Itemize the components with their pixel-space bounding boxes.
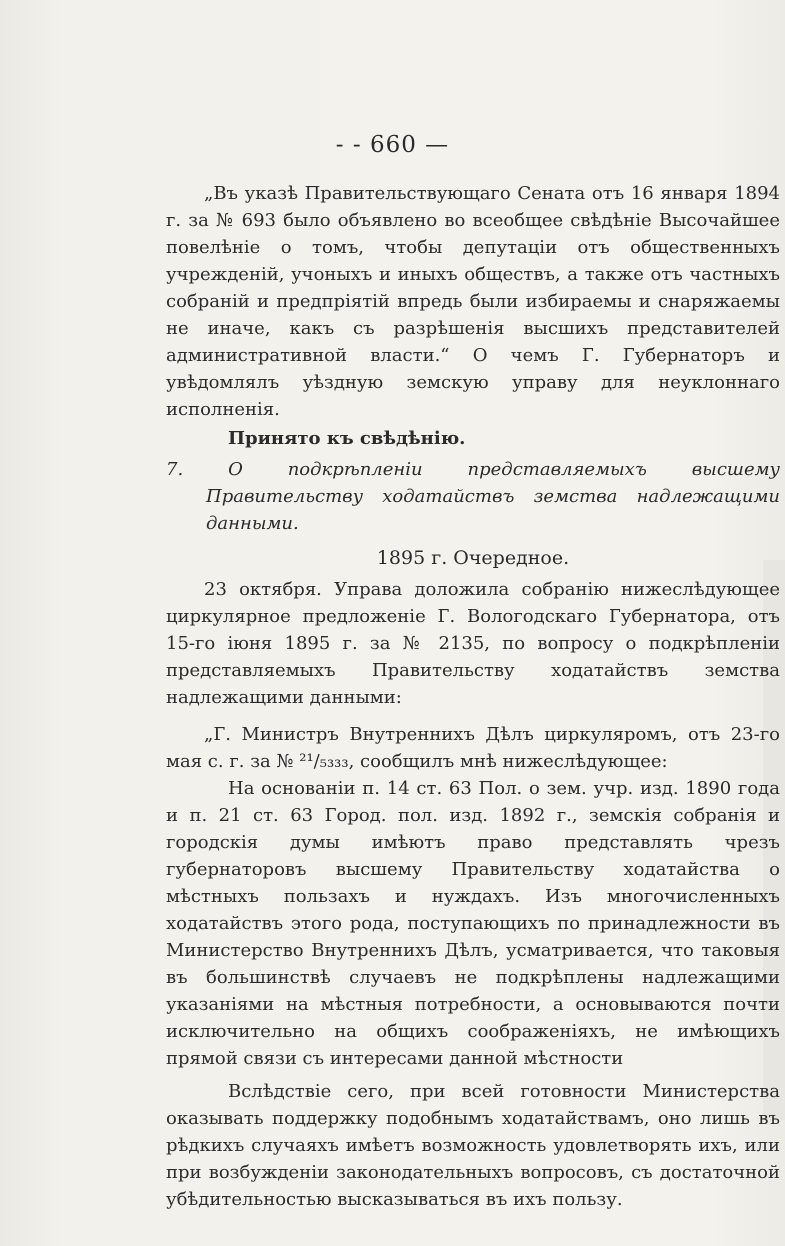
basis-paragraph: На основаніи п. 14 ст. 63 Пол. о зем. учр. изд. 1890 года и п. 21 ст. 63 Город. пол. изд. 1892 г., земскія собранія и городскія думы имѣютъ право представлять чрезъ губернаторовъ высшему Правительству ходатайства о мѣстныхъ пользахъ и нуждахъ. Изъ многочисленныхъ ходатайствъ этого рода, поступающихъ по принадлежности въ Министерство Внутреннихъ Дѣлъ, усматривается, что таковыя въ большинствѣ случаевъ не подкрѣплены надлежащими указаніями на мѣстныя потребности, а основываются почти исключительно на общихъ соображеніяхъ, не имѣющихъ прямой связи съ интересами данной мѣстности (166, 778, 780, 1069)
report-paragraph: 23 октября. Управа доложила собранію нижеслѣдующее циркулярное предложеніе Г. Вологодскаго Губернатора, отъ 15-го іюня 1895 г. за № 2135, по вопросу о подкрѣпленіи представляемыхъ Правительству ходатайствъ земства надлежащими данными: (166, 579, 780, 708)
section-heading: 7. О подкрѣпленіи представляемыхъ высшему Правительству ходатайствъ земства надлежащими данными. (166, 459, 780, 534)
session-heading: 1895 г. Очередное. (376, 547, 570, 569)
resolution-note: Принято къ свѣдѣнію. (228, 428, 466, 449)
circular-paragraph: „Г. Министръ Внутреннихъ Дѣлъ циркуляромъ, отъ 23-го мая с. г. за № ²¹/₅₃₃₃, сообщилъ мнѣ нижеслѣдующее: (166, 724, 780, 772)
page-body (166, 180, 780, 1213)
consequence-paragraph: Вслѣдствіе сего, при всей готовности Министерства оказывать поддержку подобнымъ ходатайствамъ, оно лишь въ рѣдкихъ случаяхъ имѣетъ возможность удовлетворять ихъ, или при возбужденіи законодательныхъ вопросовъ, съ достаточной убѣдительностью высказываться въ ихъ пользу. (166, 1081, 780, 1210)
decree-paragraph: „Въ указѣ Правительствующаго Сената отъ 16 января 1894 г. за № 693 было объявлено во всеобщее свѣдѣніе Высочайшее повелѣніе о томъ, чтобы депутаціи отъ общественныхъ учрежденій, учоныхъ и иныхъ обществъ, а также отъ частныхъ собраній и предпріятій впредь были избираемы и снаряжаемы не иначе, какъ съ разрѣшенія высшихъ представителей административной власти.“ О чемъ Г. Губернаторъ и увѣдомлялъ уѣздную земскую управу для неуклоннаго исполненія. (166, 183, 780, 420)
page-number: - - 660 — (335, 132, 450, 158)
